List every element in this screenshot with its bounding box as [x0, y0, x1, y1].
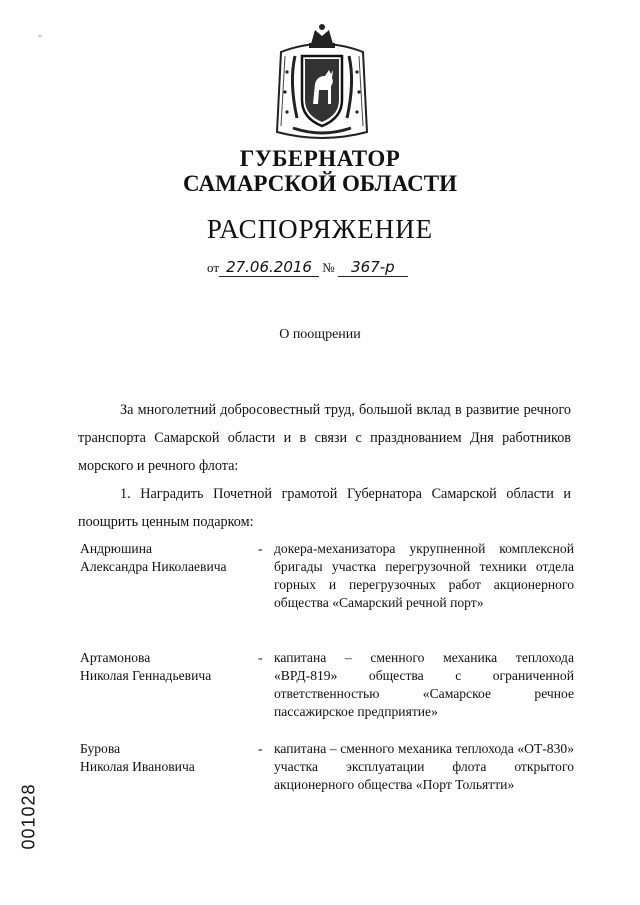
awardee-name	[80, 540, 255, 576]
number-prefix: №	[322, 260, 335, 275]
corner-mark: "	[38, 34, 43, 45]
awardee-given-names: Александра Николаевича	[80, 559, 227, 574]
document-type: РАСПОРЯЖЕНИЕ	[206, 214, 434, 244]
document-subject: О поощрении	[279, 327, 361, 342]
awardee-name	[80, 649, 255, 685]
awardee-name	[80, 740, 255, 776]
handwritten-number: 367-р	[338, 258, 408, 277]
entry-dash: -	[258, 541, 263, 556]
page-title-governor: ГУБЕРНАТОР	[239, 146, 401, 171]
page-title-region: САМАРСКОЙ ОБЛАСТИ	[183, 171, 457, 196]
registry-stamp	[12, 760, 42, 880]
awardee-given-names: Николая Ивановича	[80, 759, 195, 774]
awardee-given-names: Николая Геннадьевича	[80, 668, 212, 683]
coat-of-arms-icon	[271, 22, 373, 144]
handwritten-date: 27.06.2016	[219, 258, 319, 277]
awardee-surname: Андрюшина	[80, 541, 153, 556]
entry-dash: -	[258, 650, 263, 665]
awardee-position: докера-механизатора укрупненной комплексной бригады участка перегрузочной техники отдела горных и перегрузочных работ акционерного общества «Самарский речной порт»	[274, 541, 574, 610]
awardee-surname: Артамонова	[80, 650, 151, 665]
date-prefix: от	[207, 260, 220, 275]
date-number-line	[207, 258, 408, 277]
awardee-position: капитана – сменного механика теплохода «ВРД-819» общества с ограниченной ответственностью «Самарское речное пассажирское предприятие»	[274, 650, 574, 719]
awardee-position: капитана – сменного механика теплохода «ОТ-830» участка эксплуатации флота открытого акционерного общества «Порт Тольятти»	[274, 741, 574, 792]
registry-number: 001028	[18, 783, 39, 850]
preamble-paragraph: За многолетний добросовестный труд, большой вклад в развитие речного транспорта Самарской области и в связи с празднованием Дня работников морского и речного флота:	[78, 402, 571, 474]
awardee-surname: Бурова	[80, 741, 121, 756]
resolution-item-1: 1. Наградить Почетной грамотой Губернатора Самарской области и поощрить ценным подарком:	[78, 486, 571, 530]
entry-dash: -	[258, 741, 263, 756]
